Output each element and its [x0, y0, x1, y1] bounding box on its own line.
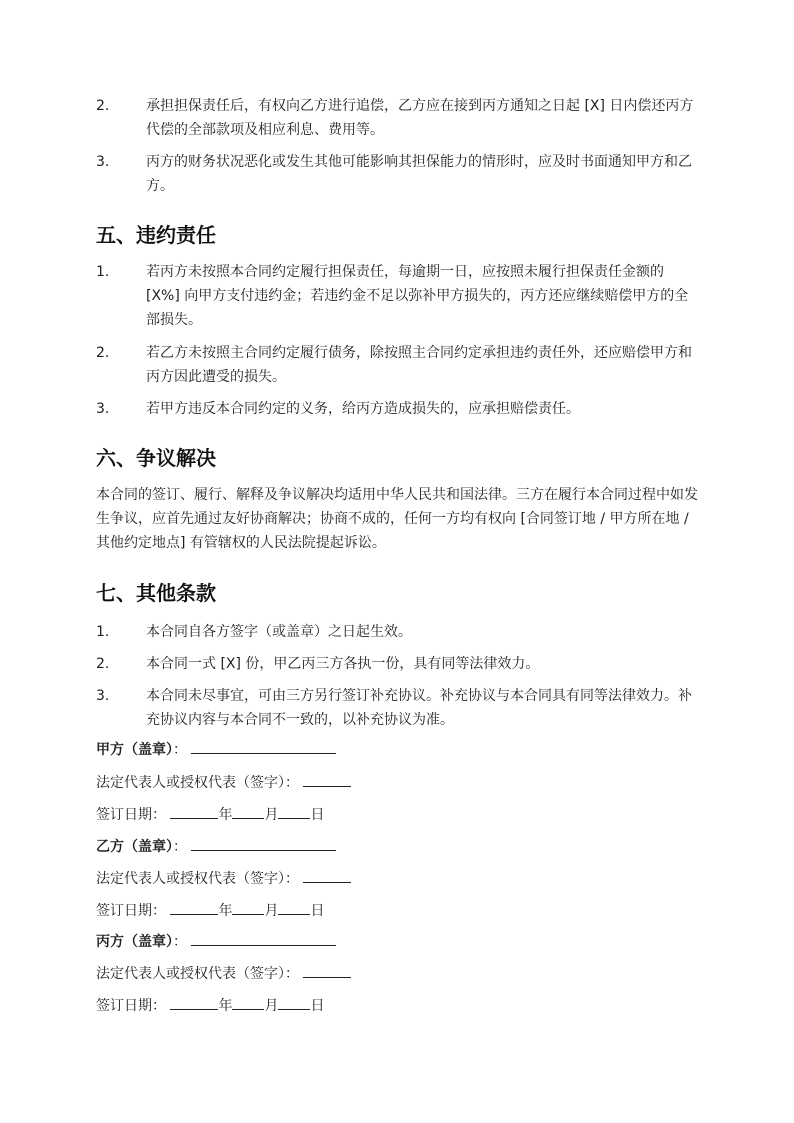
year-label: 年: [218, 903, 233, 919]
party-a-day-field[interactable]: [278, 803, 310, 819]
rep-label: 法定代表人或授权代表（签字）：: [96, 966, 299, 982]
item-text: 若乙方未按照主合同约定履行债务，除按照主合同约定承担违约责任外，还应赔偿甲方和丙方因此遭受的损失。: [146, 345, 692, 385]
list-item: [96, 620, 700, 644]
item-number: 1.: [96, 624, 110, 640]
party-c-rep-line: [96, 962, 351, 986]
party-a-seal-field[interactable]: [191, 738, 336, 754]
list-item: [96, 150, 700, 198]
month-label: 月: [264, 998, 279, 1014]
list-item: [96, 94, 700, 142]
item-text: 本合同未尽事宜，可由三方另行签订补充协议。补充协议与本合同具有同等法律效力。补充协议内容与本合同不一致的，以补充协议为准。: [146, 688, 692, 728]
party-b-month-field[interactable]: [232, 899, 264, 915]
party-b-seal-line: [96, 835, 336, 859]
party-a-seal-line: [96, 738, 336, 762]
party-b-day-field[interactable]: [278, 899, 310, 915]
list-item: [96, 397, 700, 421]
item-number: 3.: [96, 154, 110, 170]
section-heading-breach: 五、违约责任: [96, 223, 216, 247]
party-a-month-field[interactable]: [232, 803, 264, 819]
party-c-seal-field[interactable]: [191, 930, 336, 946]
item-text: 本合同自各方签字（或盖章）之日起生效。: [146, 624, 412, 640]
item-number: 2.: [96, 656, 110, 672]
year-label: 年: [218, 998, 233, 1014]
party-a-rep-line: [96, 771, 351, 795]
rep-label: 法定代表人或授权代表（签字）：: [96, 775, 299, 791]
party-c-month-field[interactable]: [232, 994, 264, 1010]
date-label: 签订日期：: [96, 998, 166, 1014]
party-a-year-field[interactable]: [170, 803, 218, 819]
party-b-rep-line: [96, 867, 351, 891]
list-item: [96, 260, 700, 332]
list-item: [96, 341, 700, 389]
day-label: 日: [310, 807, 325, 823]
party-c-label: 丙方（盖章）: [96, 934, 173, 950]
colon: ：: [173, 839, 187, 855]
party-b-rep-field[interactable]: [303, 867, 351, 883]
item-text: 本合同一式 [X] 份，甲乙丙三方各执一份，具有同等法律效力。: [146, 656, 540, 672]
party-a-label: 甲方（盖章）: [96, 742, 173, 758]
item-number: 3.: [96, 688, 110, 704]
dispute-paragraph: 本合同的签订、履行、解释及争议解决均适用中华人民共和国法律。三方在履行本合同过程中如发生争议，应首先通过友好协商解决；协商不成的，任何一方均有权向 [合同签订地 / 甲方所在地 / 其他约定地点] 有管辖权的人民法院提起诉讼。: [96, 487, 698, 551]
month-label: 月: [264, 807, 279, 823]
item-number: 2.: [96, 98, 110, 114]
section-heading-dispute: 六、争议解决: [96, 446, 216, 470]
party-c-date-line: [96, 994, 324, 1018]
party-c-seal-line: [96, 930, 336, 954]
party-c-year-field[interactable]: [170, 994, 218, 1010]
section-heading-other-terms: 七、其他条款: [96, 581, 216, 605]
colon: ：: [173, 934, 187, 950]
item-number: 1.: [96, 264, 110, 280]
list-item: [96, 684, 700, 732]
rep-label: 法定代表人或授权代表（签字）：: [96, 871, 299, 887]
party-c-rep-field[interactable]: [303, 962, 351, 978]
party-b-date-line: [96, 899, 324, 923]
item-number: 2.: [96, 345, 110, 361]
item-text: 丙方的财务状况恶化或发生其他可能影响其担保能力的情形时，应及时书面通知甲方和乙方。: [146, 154, 692, 194]
date-label: 签订日期：: [96, 807, 166, 823]
party-b-label: 乙方（盖章）: [96, 839, 173, 855]
party-a-date-line: [96, 803, 324, 827]
item-text: 承担担保责任后，有权向乙方进行追偿，乙方应在接到丙方通知之日起 [X] 日内偿还丙方代偿的全部款项及相应利息、费用等。: [146, 98, 694, 138]
party-b-year-field[interactable]: [170, 899, 218, 915]
day-label: 日: [310, 998, 325, 1014]
item-text: 若甲方违反本合同约定的义务，给丙方造成损失的，应承担赔偿责任。: [146, 401, 580, 417]
colon: ：: [173, 742, 187, 758]
item-number: 3.: [96, 401, 110, 417]
year-label: 年: [218, 807, 233, 823]
day-label: 日: [310, 903, 325, 919]
party-a-rep-field[interactable]: [303, 771, 351, 787]
list-item: [96, 652, 700, 676]
date-label: 签订日期：: [96, 903, 166, 919]
party-c-day-field[interactable]: [278, 994, 310, 1010]
party-b-seal-field[interactable]: [191, 835, 336, 851]
item-text: 若丙方未按照本合同约定履行担保责任，每逾期一日，应按照未履行担保责任金额的 [X%] 向甲方支付违约金；若违约金不足以弥补甲方损失的，丙方还应继续赔偿甲方的全部损失。: [146, 264, 689, 328]
month-label: 月: [264, 903, 279, 919]
